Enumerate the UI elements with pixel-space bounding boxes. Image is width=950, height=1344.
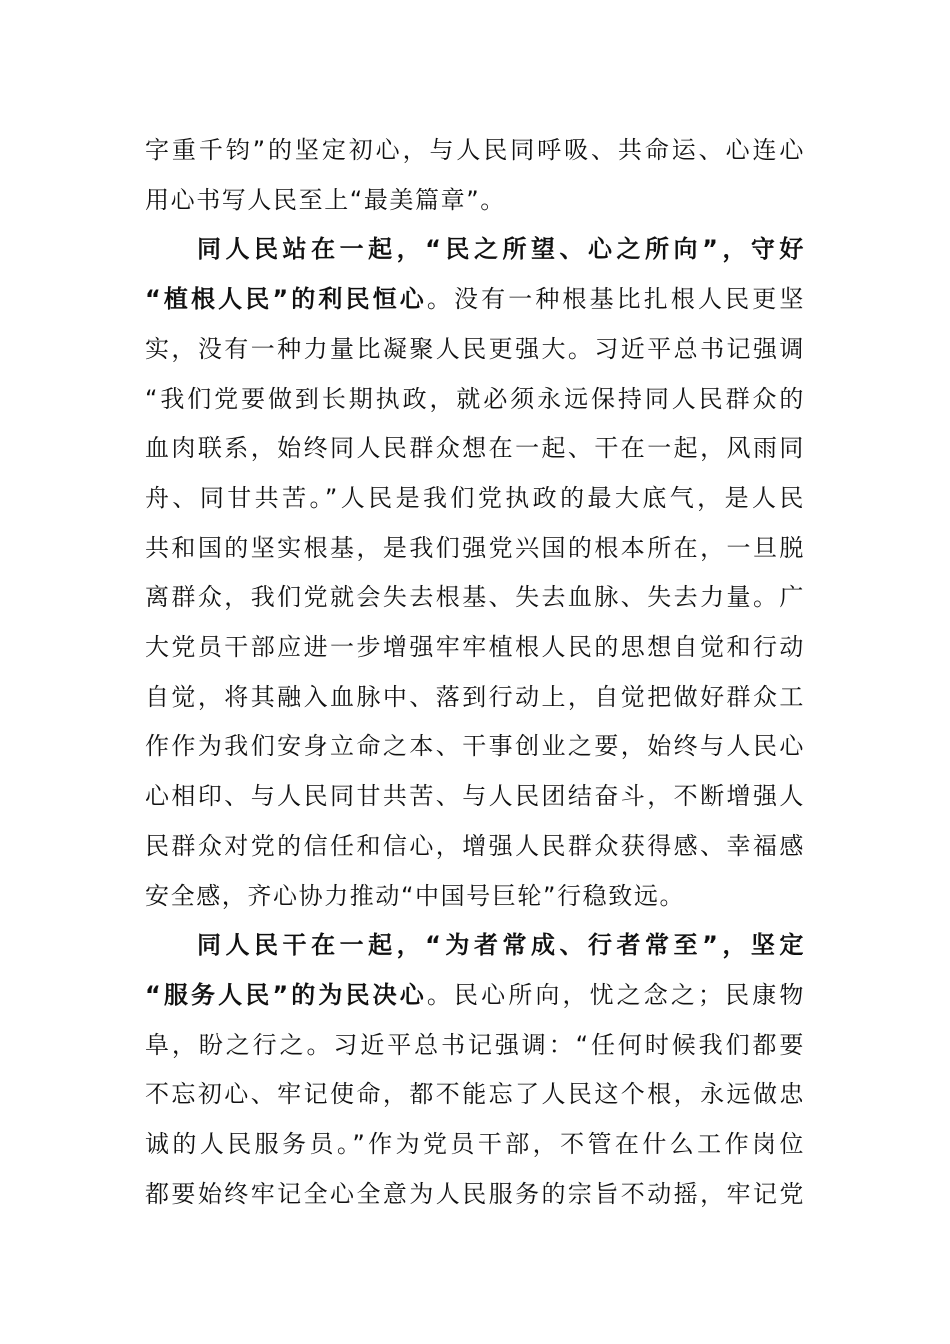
- body-text-segment: 。没有一种根基比扎根人民更坚: [426, 285, 805, 314]
- body-text-segment: 大党员干部应进一步增强牢牢植根人民的思想自觉和行动: [145, 633, 805, 661]
- text-line: [145, 424, 805, 472]
- body-text-segment: 血肉联系，始终同人民群众想在一起、干在一起，风雨同: [145, 434, 805, 463]
- text-line: [145, 1120, 805, 1168]
- text-line: [145, 772, 805, 820]
- text-line: [145, 921, 805, 969]
- text-line: [145, 1021, 805, 1069]
- text-line: [145, 375, 805, 423]
- bold-heading-text: 同人民干在一起，“为者常成、行者常至”，坚定: [197, 931, 805, 960]
- body-text-segment: 。民心所向，忧之念之；民康物: [426, 980, 805, 1009]
- text-line: [145, 1070, 805, 1118]
- body-text-segment: “我们党要做到长期执政，就必须永远保持同人民群众的: [145, 384, 805, 413]
- text-line: [145, 126, 805, 174]
- text-line: [145, 325, 805, 373]
- text-line: [145, 524, 805, 572]
- body-text-segment: 阜，盼之行之。习近平总书记强调：“任何时候我们都要: [145, 1030, 805, 1059]
- body-text-segment: 诚的人民服务员。”作为党员干部，不管在什么工作岗位: [145, 1130, 805, 1158]
- text-line: [145, 623, 805, 671]
- body-text-segment: 字重千钧”的坚定初心，与人民同呼吸、共命运、心连心: [145, 136, 805, 164]
- text-line: [145, 673, 805, 721]
- text-line: [145, 225, 805, 273]
- body-text-segment: 都要始终牢记全心全意为人民服务的宗旨不动摇，牢记党: [145, 1179, 805, 1208]
- body-text-segment: 作作为我们安身立命之本、干事创业之要，始终与人民心: [145, 732, 805, 761]
- text-line: [145, 722, 805, 770]
- body-text-segment: 用心书写人民至上“最美篇章”。: [145, 185, 506, 214]
- body-text-segment: 自觉，将其融入血脉中、落到行动上，自觉把做好群众工: [145, 682, 805, 711]
- text-line: [145, 275, 805, 323]
- body-text-segment: 舟、同甘共苦。”人民是我们党执政的最大底气，是人民: [145, 483, 805, 512]
- text-line: [145, 474, 805, 522]
- body-text-segment: 离群众，我们党就会失去根基、失去血脉、失去力量。广: [145, 583, 805, 612]
- bold-heading-text: “服务人民”的为民决心: [145, 980, 427, 1009]
- body-text-segment: 实，没有一种力量比凝聚人民更强大。习近平总书记强调: [145, 334, 805, 363]
- text-line: [145, 573, 805, 621]
- bold-heading-text: “植根人民”的利民恒心: [145, 285, 427, 314]
- body-text-segment: 共和国的坚实根基，是我们强党兴国的根本所在，一旦脱: [145, 533, 805, 562]
- body-text-segment: 心相印、与人民同甘共苦、与人民团结奋斗，不断增强人: [145, 782, 805, 811]
- body-text-segment: 民群众对党的信任和信心，增强人民群众获得感、幸福感: [145, 831, 805, 860]
- body-text-segment: 不忘初心、牢记使命，都不能忘了人民这个根，永远做忠: [145, 1080, 805, 1109]
- text-line: [145, 872, 805, 920]
- bold-heading-text: 同人民站在一起，“民之所望、心之所向”，守好: [197, 235, 805, 264]
- text-line: [145, 1170, 805, 1218]
- body-text-segment: 安全感，齐心协力推动“中国号巨轮”行稳致远。: [145, 881, 686, 910]
- text-line: [145, 176, 805, 224]
- text-line: [145, 971, 805, 1019]
- text-line: [145, 822, 805, 870]
